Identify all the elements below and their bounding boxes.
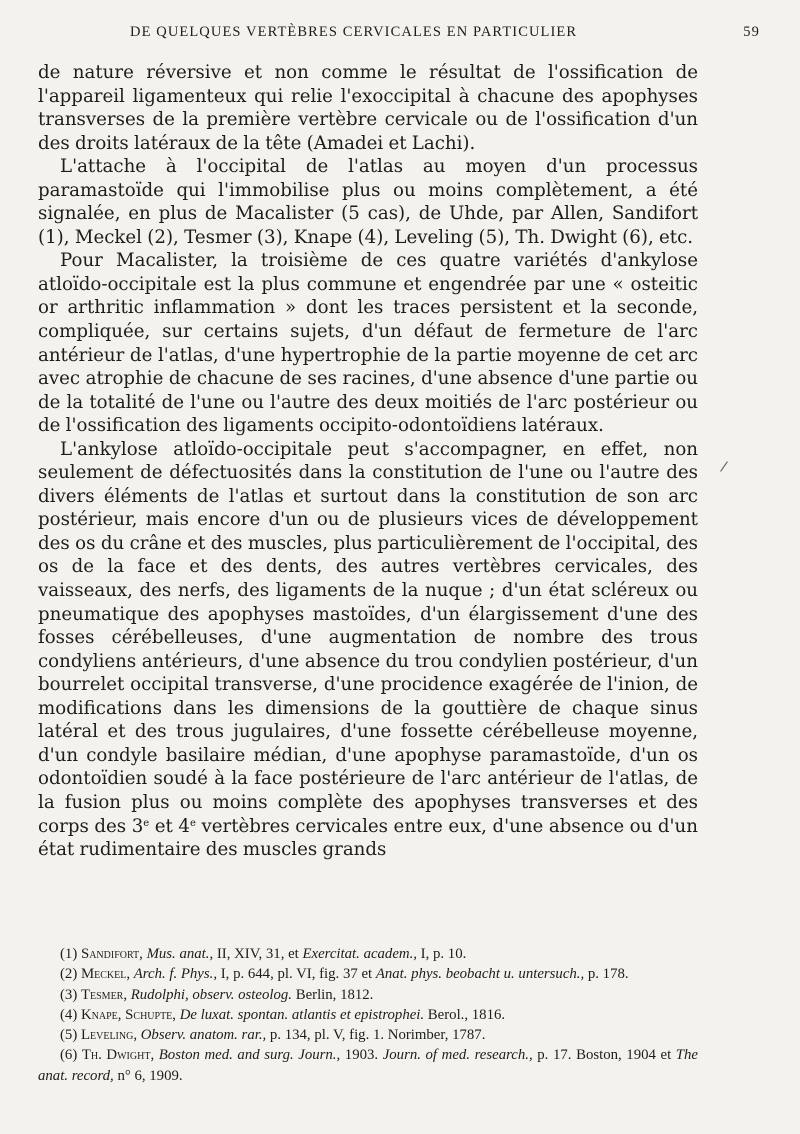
page-number: 59 [743,24,760,40]
footnote-number: (1) [60,946,78,962]
footnote-ref: Berlin, 1812. [292,986,374,1003]
footnotes [38,944,698,1086]
footnote-author: Knape, Schupte, [80,1006,176,1023]
footnote-ref: I, p. 644, pl. VI, fig. 37 et [217,966,376,983]
footnote-number: (2) [60,966,78,983]
ordinal-suffix-third: e [143,817,150,829]
ordinal-third: 3 [131,815,144,837]
footnote-author: Th. Dwight, [81,1047,155,1064]
footnote-title-2: Anat. phys. beobacht u. untersuch., [375,966,585,983]
footnote-5 [38,1025,698,1045]
footnote-title-2: Exercitat. academ., [302,946,417,962]
footnote-4 [38,1005,698,1025]
running-title: DE QUELQUES VERTÈBRES CERVICALES EN PARTICULIER [130,24,578,40]
footnote-title: Arch. f. Phys., [133,966,218,983]
main-text [38,61,698,862]
footnote-ref-3: n° 6, 1909. [113,1067,183,1084]
footnote-author: Leveling, [80,1027,138,1044]
footnote-number: (6) [60,1047,78,1064]
footnote-author: Tesmer, [80,986,128,1003]
footnote-1 [38,944,698,964]
footnote-ref: p. 134, pl. V, fig. 1. Norimber, 1787. [266,1027,486,1044]
print-mark [720,461,728,471]
footnote-ref-2: p. 17. Boston, 1904 et [532,1047,676,1064]
footnote-title: Observ. anatom. rar., [140,1027,267,1044]
footnote-number: (3) [60,986,78,1003]
paragraph-4-text: L'ankylose atloïdo-occipitale peut s'accompagner, en effet, non seulement de défectuosités dans la constitution de l'une ou l'autre des divers éléments de l'atlas et surtout dans la constitution de son arc postérieur, mais encore d'un ou de plusieurs vices de développement des os du crâne et des muscles, plus particulièrement de l'occipital, des os de la face et des dents, des autres vertèbres cervicales, des vaisseaux, des nerfs, des ligaments de la nuque ; d'un état scléreux ou pneumatique des apophyses mastoïdes, d'un élargissement d'une des fosses cérébelleuses, d'une augmentation de nombre des trous condyliens antérieurs, d'une absence du trou condylien postérieur, d'un bourrelet occipital transverse, d'une procidence exagérée de l'inion, de modifications dans les dimensions de la gouttière de chaque sinus latéral et des trous jugulaires, d'une fossette cérébelleuse moyenne, d'un condyle basilaire médian, d'une apophyse paramastoïde, d'un os odontoïdien soudé à la face postérieure de l'arc antérieur de l'atlas, de la fusion plus ou moins complète des apophyses transverses et des corps des [38,438,698,837]
footnote-title: Boston med. and surg. Journ., [158,1047,341,1064]
ordinal-suffix-fourth: e [190,817,196,829]
paragraph-4 [38,438,698,862]
paragraph-4-end: vertèbres cervicales entre eux, d'une absence ou d'un état rudimentaire des muscles grands [38,815,698,861]
paragraph-3: Pour Macalister, la troisième de ces quatre variétés d'ankylose atloïdo-occipitale est la plus commune et engendrée par une « osteitic or arthritic inflammation » dont les traces persistent et la seconde, compliquée, sur certains sujets, d'un défaut de fermeture de l'arc antérieur de l'atlas, d'une hypertrophie de la partie moyenne de cet arc avec atrophie de chacune de ses racines, d'une absence d'une partie ou de la totalité de l'une ou l'autre des deux moitiés de l'arc postérieur ou de l'ossification des ligaments occipito-odontoïdiens latéraux. [38,250,698,437]
footnote-title: Mus. anat., [146,946,214,962]
footnote-2 [38,964,698,984]
footnote-number: (4) [60,1006,78,1023]
footnote-ref: II, XIV, 31, et [213,946,303,962]
paragraph-2: L'attache à l'occipital de l'atlas au moyen d'un processus paramastoïde qui l'immobilise plus ou moins complètement, a été signalée, en plus de Macalister (5 cas), de Uhde, par Allen, Sandifort (1), Meckel (2), Tesmer (3), Knape (4), Leveling (5), Th. Dwight (6), etc. [38,156,698,248]
footnote-ref: 1903. [340,1047,383,1064]
footnote-author: Sandifort, [80,946,143,962]
footnote-3 [38,985,698,1005]
footnote-title-3: The anat. record, [38,1047,698,1084]
footnote-number: (5) [60,1027,78,1044]
footnote-ref-2: p. 178. [584,966,629,983]
footnote-ref: Berol., 1816. [424,1006,506,1023]
footnote-author: Meckel, [80,966,131,983]
paragraph-4-and: et [149,815,179,837]
ordinal-fourth: 4 [178,815,190,837]
footnote-ref-2: I, p. 10. [416,946,467,962]
page-header [38,24,760,46]
footnote-title-2: Journ. of med. research., [382,1047,533,1064]
paragraph-1: de nature réversive et non comme le résultat de l'ossification de l'appareil ligamenteux qui relie l'exoccipital à chacune des apophyses transverses de la première vertèbre cervicale ou de l'ossification d'un des droits latéraux de la tête (Amadei et Lachi). [38,62,698,154]
footnote-title: De luxat. spontan. atlantis et epistrophei. [179,1006,425,1023]
footnote-title: Rudolphi, observ. osteolog. [130,986,292,1003]
footnote-6 [38,1045,698,1086]
